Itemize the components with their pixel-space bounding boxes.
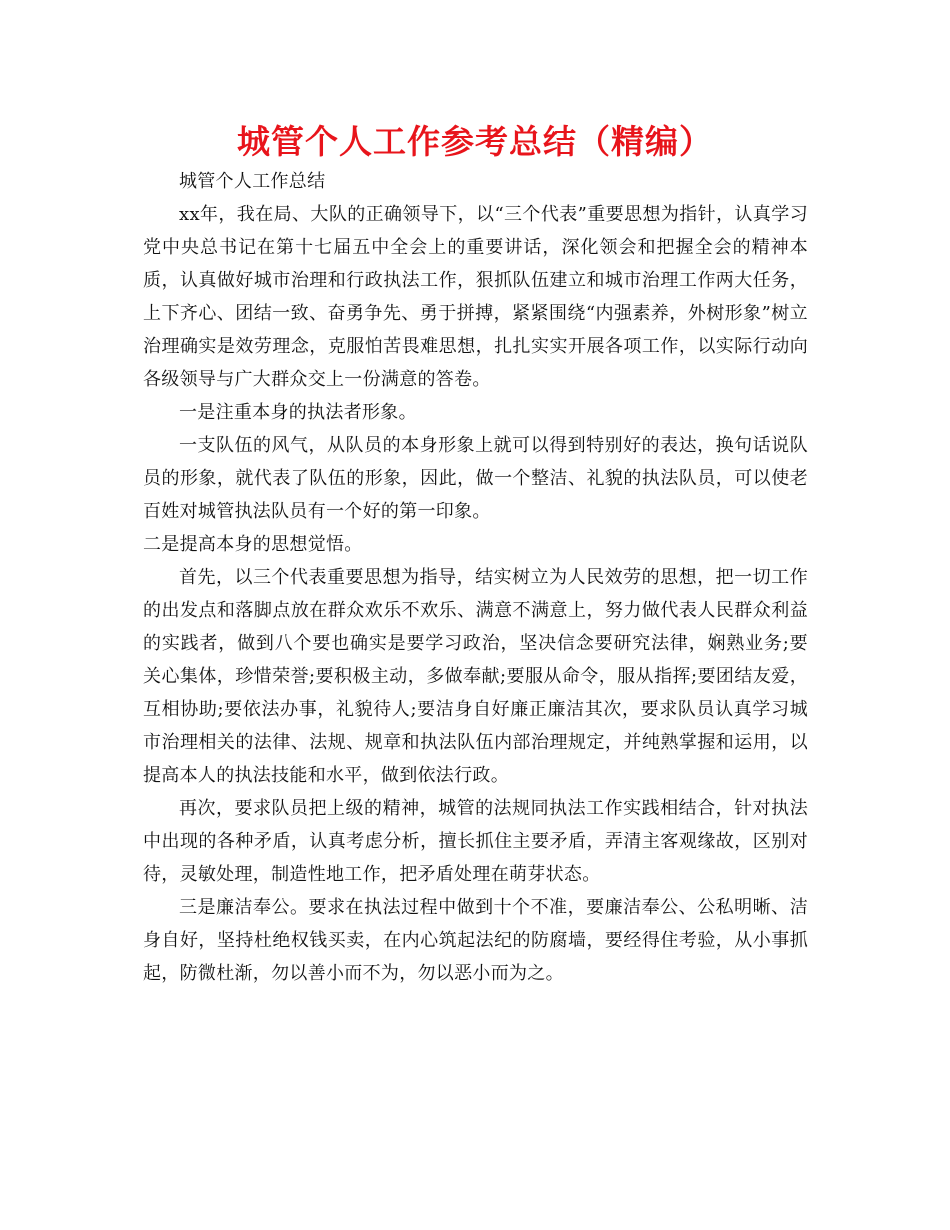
paragraph-heading-two: 二是提高本身的思想觉悟。 (143, 534, 363, 555)
paragraph-intro: xx年，我在局、大队的正确领导下，以“三个代表”重要思想为指针，认真学习党中央总书记在第十七届五中全会上的重要讲话，深化领会和把握全会的精神本质，认真做好城市治理和行政执法工作，狠抓队伍建立和城市治理工作两大任务，上下齐心、团结一致、奋勇争先、勇于拼搏，紧紧围绕“内强素养，外树形象”树立治理确实是效劳理念，克服怕苦畏难思想，扎扎实实开展各项工作，以实际行动向各级领导与广大群众交上一份满意的答卷。 (143, 204, 808, 390)
paragraph-image: 一支队伍的风气，从队员的本身形象上就可以得到特别好的表达，换句话说队员的形象，就代表了队伍的形象，因此，做一个整洁、礼貌的执法队员，可以使老百姓对城管执法队员有一个好的第一印象。 (143, 435, 808, 522)
paragraph-first: 首先，以三个代表重要思想为指导，结实树立为人民效劳的思想，把一切工作的出发点和落脚点放在群众欢乐不欢乐、满意不满意上，努力做代表人民群众利益的实践者，做到八个要也确实是要学习政治，坚决信念要研究法律，娴熟业务;要关心集体，珍惜荣誉;要积极主动，多做奉献;要服从命令，服从指挥;要团结友爱，互相协助;要依法办事，礼貌待人;要洁身自好廉正廉洁其次，要求队员认真学习城市治理相关的法律、法规、规章和执法队伍内部治理规定，并纯熟掌握和运用，以提高本人的执法技能和水平，做到依法行政。 (143, 567, 808, 786)
paragraph-heading-one: 一是注重本身的执法者形象。 (179, 402, 417, 423)
paragraph-heading-three: 三是廉洁奉公。要求在执法过程中做到十个不准，要廉洁奉公、公私明晰、洁身自好，坚持杜绝权钱买卖，在内心筑起法纪的防腐墙，要经得住考验，从小事抓起，防微杜渐，勿以善小而不为，勿以恶小而为之。 (143, 897, 808, 984)
document-title: 城管个人工作参考总结（精编） (237, 122, 713, 161)
paragraph-again: 再次，要求队员把上级的精神，城管的法规同执法工作实践相结合，针对执法中出现的各种矛盾，认真考虑分析，擅长抓住主要矛盾，弄清主客观缘故，区别对待，灵敏处理，制造性地工作，把矛盾处理在萌芽状态。 (143, 798, 808, 885)
document-body (143, 165, 808, 990)
paragraph-subtitle: 城管个人工作总结 (179, 171, 326, 192)
